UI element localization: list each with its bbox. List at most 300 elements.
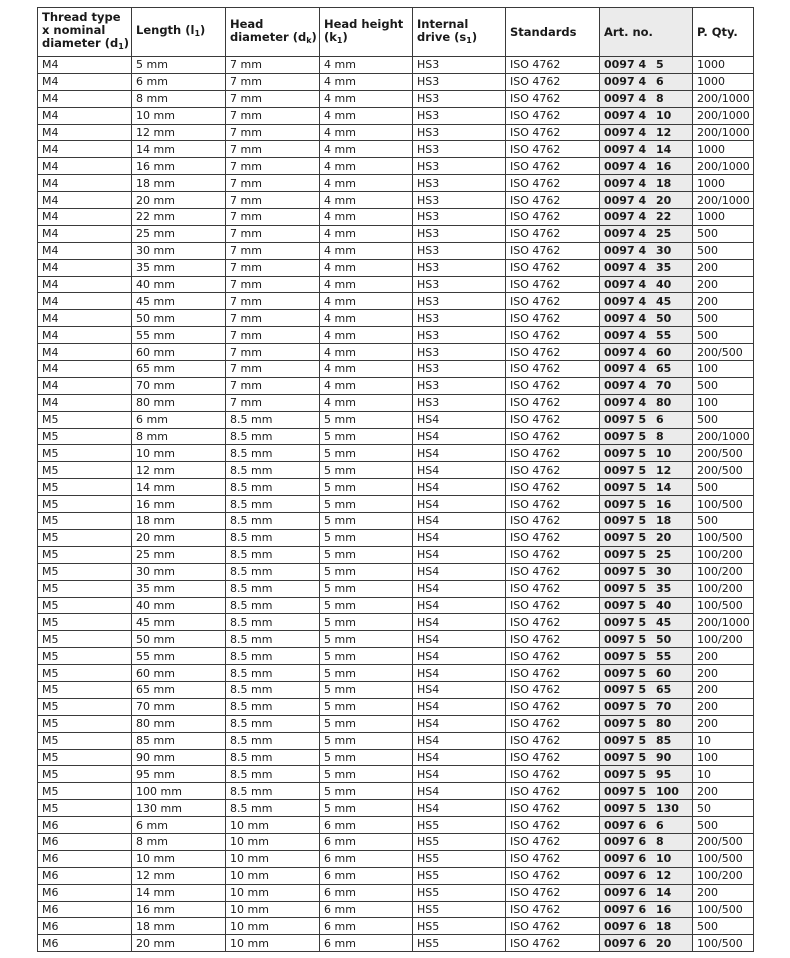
cell-package-qty: 500	[693, 918, 754, 935]
art-no-suffix: 25	[656, 227, 672, 241]
cell-head-diameter: 10 mm	[226, 918, 320, 935]
cell-art-no	[600, 749, 693, 766]
cell-thread-type: M4	[38, 293, 132, 310]
cell-length: 8 mm	[132, 90, 226, 107]
cell-art-no	[600, 614, 693, 631]
art-no-base: 0097 4	[604, 92, 647, 106]
cell-art-no	[600, 445, 693, 462]
table-row	[38, 327, 754, 344]
cell-standards: ISO 4762	[506, 158, 600, 175]
cell-internal-drive: HS5	[413, 817, 506, 834]
cell-length: 8 mm	[132, 833, 226, 850]
table-row	[38, 377, 754, 394]
art-no-suffix: 16	[656, 159, 672, 173]
art-no-base: 0097 6	[604, 835, 647, 849]
cell-internal-drive: HS3	[413, 225, 506, 242]
header-label: Internal drive (s	[417, 16, 469, 44]
cell-art-no	[600, 344, 693, 361]
art-no-base: 0097 5	[604, 497, 647, 511]
art-no-suffix: 12	[656, 126, 672, 139]
cell-standards: ISO 4762	[506, 935, 600, 952]
art-no-suffix: 35	[656, 582, 672, 596]
cell-length: 20 mm	[132, 529, 226, 546]
table-row	[38, 428, 754, 445]
art-no-suffix: 16	[656, 497, 672, 511]
art-no-suffix: 80	[656, 396, 672, 410]
cell-internal-drive: HS4	[413, 529, 506, 546]
cell-length: 16 mm	[132, 901, 226, 918]
art-no-suffix: 14	[656, 480, 672, 494]
cell-length: 30 mm	[132, 242, 226, 259]
art-no-base: 0097 5	[604, 565, 647, 579]
cell-art-no	[600, 867, 693, 884]
cell-head-diameter: 8.5 mm	[226, 766, 320, 783]
cell-head-diameter: 8.5 mm	[226, 411, 320, 428]
cell-art-no	[600, 597, 693, 614]
cell-package-qty: 200	[693, 681, 754, 698]
cell-length: 60 mm	[132, 344, 226, 361]
cell-internal-drive: HS4	[413, 428, 506, 445]
cell-head-diameter: 10 mm	[226, 867, 320, 884]
cell-head-height: 4 mm	[320, 361, 413, 378]
cell-standards: ISO 4762	[506, 225, 600, 242]
art-no-base: 0097 5	[604, 683, 647, 697]
cell-standards: ISO 4762	[506, 749, 600, 766]
art-no-base: 0097 4	[604, 58, 647, 72]
cell-length: 80 mm	[132, 394, 226, 411]
cell-head-height: 6 mm	[320, 833, 413, 850]
cell-standards: ISO 4762	[506, 192, 600, 209]
cell-length: 14 mm	[132, 141, 226, 158]
cell-internal-drive: HS3	[413, 242, 506, 259]
cell-package-qty: 200	[693, 884, 754, 901]
cell-thread-type: M5	[38, 445, 132, 462]
cell-head-diameter: 8.5 mm	[226, 513, 320, 530]
cell-internal-drive: HS4	[413, 563, 506, 580]
cell-length: 12 mm	[132, 462, 226, 479]
cell-head-height: 5 mm	[320, 732, 413, 749]
art-no-base: 0097 6	[604, 818, 647, 832]
cell-art-no	[600, 209, 693, 226]
cell-standards: ISO 4762	[506, 732, 600, 749]
cell-head-height: 6 mm	[320, 867, 413, 884]
art-no-suffix: 95	[656, 767, 672, 781]
cell-internal-drive: HS4	[413, 665, 506, 682]
cell-standards: ISO 4762	[506, 766, 600, 783]
cell-package-qty: 200	[693, 648, 754, 665]
cell-length: 5 mm	[132, 57, 226, 74]
table-body	[38, 57, 754, 952]
cell-standards: ISO 4762	[506, 850, 600, 867]
table-row	[38, 850, 754, 867]
cell-art-no	[600, 665, 693, 682]
cell-art-no	[600, 935, 693, 952]
header-tail: )	[342, 29, 348, 44]
cell-length: 45 mm	[132, 293, 226, 310]
cell-standards: ISO 4762	[506, 242, 600, 259]
cell-head-height: 4 mm	[320, 141, 413, 158]
cell-art-no	[600, 884, 693, 901]
art-no-base: 0097 4	[604, 142, 647, 156]
cell-package-qty: 50	[693, 800, 754, 817]
art-no-suffix: 10	[656, 109, 672, 123]
art-no-base: 0097 4	[604, 362, 647, 376]
cell-head-height: 5 mm	[320, 529, 413, 546]
cell-standards: ISO 4762	[506, 631, 600, 648]
cell-head-height: 4 mm	[320, 192, 413, 209]
cell-head-height: 6 mm	[320, 884, 413, 901]
table-row	[38, 462, 754, 479]
cell-head-height: 5 mm	[320, 580, 413, 597]
cell-internal-drive: HS3	[413, 394, 506, 411]
art-no-base: 0097 5	[604, 531, 647, 545]
cell-thread-type: M6	[38, 867, 132, 884]
cell-standards: ISO 4762	[506, 681, 600, 698]
art-no-base: 0097 6	[604, 869, 647, 883]
cell-standards: ISO 4762	[506, 445, 600, 462]
cell-head-diameter: 7 mm	[226, 361, 320, 378]
cell-head-height: 5 mm	[320, 783, 413, 800]
header-label: P. Qty.	[697, 24, 738, 39]
art-no-base: 0097 4	[604, 109, 647, 123]
cell-package-qty: 500	[693, 310, 754, 327]
cell-length: 14 mm	[132, 479, 226, 496]
cell-art-no	[600, 293, 693, 310]
cell-head-diameter: 7 mm	[226, 124, 320, 141]
art-no-base: 0097 5	[604, 750, 647, 764]
cell-package-qty: 200/1000	[693, 90, 754, 107]
header-subscript: 1	[336, 35, 343, 45]
cell-length: 55 mm	[132, 327, 226, 344]
art-no-suffix: 25	[656, 548, 672, 562]
cell-art-no	[600, 107, 693, 124]
cell-package-qty: 200/500	[693, 344, 754, 361]
cell-thread-type: M4	[38, 175, 132, 192]
cell-internal-drive: HS3	[413, 259, 506, 276]
cell-thread-type: M5	[38, 681, 132, 698]
cell-head-height: 6 mm	[320, 918, 413, 935]
header-tail: )	[200, 23, 206, 37]
cell-internal-drive: HS4	[413, 783, 506, 800]
art-no-base: 0097 4	[604, 244, 647, 258]
cell-package-qty: 200	[693, 259, 754, 276]
cell-standards: ISO 4762	[506, 361, 600, 378]
cell-length: 45 mm	[132, 614, 226, 631]
cell-length: 18 mm	[132, 513, 226, 530]
cell-standards: ISO 4762	[506, 884, 600, 901]
cell-standards: ISO 4762	[506, 698, 600, 715]
header-head-height	[320, 8, 413, 57]
cell-package-qty: 500	[693, 411, 754, 428]
art-no-base: 0097 5	[604, 734, 647, 748]
cell-internal-drive: HS5	[413, 935, 506, 952]
cell-length: 65 mm	[132, 361, 226, 378]
cell-art-no	[600, 631, 693, 648]
cell-art-no	[600, 361, 693, 378]
cell-thread-type: M5	[38, 783, 132, 800]
cell-art-no	[600, 242, 693, 259]
art-no-suffix: 60	[656, 345, 672, 359]
cell-head-height: 4 mm	[320, 310, 413, 327]
cell-head-diameter: 10 mm	[226, 850, 320, 867]
table-row	[38, 310, 754, 327]
cell-standards: ISO 4762	[506, 209, 600, 226]
cell-standards: ISO 4762	[506, 327, 600, 344]
cell-internal-drive: HS4	[413, 479, 506, 496]
art-no-suffix: 30	[656, 565, 672, 579]
cell-head-diameter: 7 mm	[226, 158, 320, 175]
cell-art-no	[600, 800, 693, 817]
cell-thread-type: M5	[38, 648, 132, 665]
header-art-no	[600, 8, 693, 57]
table-row	[38, 479, 754, 496]
art-no-base: 0097 5	[604, 446, 647, 460]
cell-head-diameter: 10 mm	[226, 817, 320, 834]
art-no-suffix: 60	[656, 666, 672, 680]
art-no-suffix: 30	[656, 244, 672, 258]
cell-art-no	[600, 327, 693, 344]
cell-standards: ISO 4762	[506, 715, 600, 732]
cell-art-no	[600, 513, 693, 530]
cell-length: 100 mm	[132, 783, 226, 800]
cell-internal-drive: HS4	[413, 496, 506, 513]
cell-internal-drive: HS3	[413, 107, 506, 124]
cell-head-diameter: 7 mm	[226, 57, 320, 74]
cell-internal-drive: HS3	[413, 73, 506, 90]
art-no-base: 0097 4	[604, 311, 647, 325]
cell-standards: ISO 4762	[506, 563, 600, 580]
art-no-suffix: 70	[656, 379, 672, 393]
table-row	[38, 107, 754, 124]
cell-length: 80 mm	[132, 715, 226, 732]
cell-head-height: 5 mm	[320, 698, 413, 715]
cell-standards: ISO 4762	[506, 783, 600, 800]
cell-head-height: 5 mm	[320, 496, 413, 513]
cell-head-diameter: 7 mm	[226, 276, 320, 293]
cell-length: 65 mm	[132, 681, 226, 698]
art-no-base: 0097 5	[604, 767, 647, 781]
cell-head-diameter: 7 mm	[226, 225, 320, 242]
cell-standards: ISO 4762	[506, 867, 600, 884]
cell-length: 85 mm	[132, 732, 226, 749]
cell-art-no	[600, 698, 693, 715]
cell-head-height: 4 mm	[320, 57, 413, 74]
cell-length: 30 mm	[132, 563, 226, 580]
cell-internal-drive: HS4	[413, 546, 506, 563]
cell-head-height: 4 mm	[320, 293, 413, 310]
art-no-base: 0097 4	[604, 193, 647, 207]
cell-thread-type: M4	[38, 361, 132, 378]
art-no-base: 0097 5	[604, 514, 647, 528]
cell-standards: ISO 4762	[506, 141, 600, 158]
art-no-suffix: 80	[656, 717, 672, 731]
header-tail: )	[123, 36, 130, 50]
cell-standards: ISO 4762	[506, 665, 600, 682]
art-no-base: 0097 6	[604, 886, 647, 900]
header-label: Length (l	[136, 23, 195, 37]
art-no-base: 0097 5	[604, 582, 647, 596]
table-row	[38, 884, 754, 901]
art-no-suffix: 10	[656, 446, 672, 460]
cell-head-diameter: 7 mm	[226, 209, 320, 226]
cell-thread-type: M4	[38, 107, 132, 124]
art-no-base: 0097 4	[604, 176, 647, 190]
cell-thread-type: M6	[38, 817, 132, 834]
cell-length: 95 mm	[132, 766, 226, 783]
cell-head-diameter: 8.5 mm	[226, 648, 320, 665]
cell-thread-type: M5	[38, 428, 132, 445]
cell-package-qty: 100	[693, 749, 754, 766]
art-no-base: 0097 6	[604, 852, 647, 866]
art-no-suffix: 65	[656, 362, 672, 376]
art-no-suffix: 6	[656, 413, 664, 427]
cell-art-no	[600, 783, 693, 800]
cell-thread-type: M5	[38, 597, 132, 614]
table-row	[38, 141, 754, 158]
cell-internal-drive: HS3	[413, 57, 506, 74]
table-row	[38, 732, 754, 749]
cell-package-qty: 100/200	[693, 546, 754, 563]
table-row	[38, 783, 754, 800]
cell-package-qty: 200/1000	[693, 107, 754, 124]
table-row	[38, 259, 754, 276]
cell-head-height: 4 mm	[320, 344, 413, 361]
cell-head-height: 4 mm	[320, 158, 413, 175]
cell-internal-drive: HS4	[413, 462, 506, 479]
cell-standards: ISO 4762	[506, 580, 600, 597]
cell-art-no	[600, 158, 693, 175]
cell-art-no	[600, 57, 693, 74]
cell-package-qty: 500	[693, 479, 754, 496]
cell-thread-type: M4	[38, 192, 132, 209]
header-row	[38, 8, 754, 57]
cell-length: 25 mm	[132, 546, 226, 563]
cell-length: 130 mm	[132, 800, 226, 817]
cell-head-diameter: 8.5 mm	[226, 496, 320, 513]
cell-standards: ISO 4762	[506, 310, 600, 327]
cell-thread-type: M6	[38, 935, 132, 952]
cell-standards: ISO 4762	[506, 901, 600, 918]
table-row	[38, 614, 754, 631]
cell-head-diameter: 7 mm	[226, 327, 320, 344]
cell-standards: ISO 4762	[506, 57, 600, 74]
cell-thread-type: M6	[38, 833, 132, 850]
header-label: Art. no.	[604, 24, 653, 39]
table-row	[38, 344, 754, 361]
cell-thread-type: M4	[38, 276, 132, 293]
cell-head-diameter: 8.5 mm	[226, 715, 320, 732]
table-row	[38, 563, 754, 580]
art-no-base: 0097 4	[604, 396, 647, 410]
header-package-qty	[693, 8, 754, 57]
cell-art-no	[600, 276, 693, 293]
cell-head-diameter: 7 mm	[226, 259, 320, 276]
art-no-suffix: 8	[656, 430, 664, 444]
cell-internal-drive: HS3	[413, 377, 506, 394]
header-internal-drive	[413, 8, 506, 57]
table-row	[38, 817, 754, 834]
table-row	[38, 918, 754, 935]
art-no-suffix: 85	[656, 734, 672, 748]
table-row	[38, 209, 754, 226]
header-head-diameter	[226, 8, 320, 57]
header-label: Thread type x nominal diameter (d	[42, 10, 121, 50]
cell-art-no	[600, 580, 693, 597]
table-row	[38, 597, 754, 614]
cell-length: 70 mm	[132, 698, 226, 715]
cell-length: 35 mm	[132, 259, 226, 276]
table-row	[38, 225, 754, 242]
cell-thread-type: M5	[38, 766, 132, 783]
art-no-suffix: 100	[656, 784, 679, 798]
cell-art-no	[600, 90, 693, 107]
cell-standards: ISO 4762	[506, 496, 600, 513]
art-no-suffix: 22	[656, 210, 672, 224]
cell-thread-type: M4	[38, 344, 132, 361]
cell-head-height: 4 mm	[320, 175, 413, 192]
cell-head-diameter: 8.5 mm	[226, 665, 320, 682]
art-no-suffix: 14	[656, 142, 672, 156]
cell-internal-drive: HS3	[413, 124, 506, 141]
cell-standards: ISO 4762	[506, 276, 600, 293]
cell-package-qty: 1000	[693, 209, 754, 226]
art-no-base: 0097 4	[604, 345, 647, 359]
cell-package-qty: 1000	[693, 175, 754, 192]
cell-art-no	[600, 428, 693, 445]
cell-length: 60 mm	[132, 665, 226, 682]
cell-length: 10 mm	[132, 107, 226, 124]
cell-internal-drive: HS3	[413, 90, 506, 107]
cell-art-no	[600, 648, 693, 665]
cell-art-no	[600, 377, 693, 394]
cell-art-no	[600, 479, 693, 496]
cell-package-qty: 200/1000	[693, 614, 754, 631]
art-no-base: 0097 5	[604, 649, 647, 663]
cell-standards: ISO 4762	[506, 833, 600, 850]
cell-head-diameter: 7 mm	[226, 107, 320, 124]
table-row	[38, 394, 754, 411]
cell-thread-type: M5	[38, 715, 132, 732]
art-no-suffix: 40	[656, 278, 672, 292]
cell-head-diameter: 8.5 mm	[226, 681, 320, 698]
cell-thread-type: M5	[38, 698, 132, 715]
cell-head-diameter: 10 mm	[226, 935, 320, 952]
cell-thread-type: M4	[38, 394, 132, 411]
cell-internal-drive: HS5	[413, 850, 506, 867]
cell-internal-drive: HS4	[413, 681, 506, 698]
cell-internal-drive: HS5	[413, 867, 506, 884]
cell-head-height: 4 mm	[320, 259, 413, 276]
table-row	[38, 411, 754, 428]
cell-art-no	[600, 833, 693, 850]
cell-standards: ISO 4762	[506, 411, 600, 428]
cell-standards: ISO 4762	[506, 918, 600, 935]
cell-package-qty: 500	[693, 225, 754, 242]
cell-thread-type: M5	[38, 411, 132, 428]
cell-head-height: 4 mm	[320, 124, 413, 141]
table-row	[38, 496, 754, 513]
cell-thread-type: M5	[38, 665, 132, 682]
cell-length: 55 mm	[132, 648, 226, 665]
cell-head-height: 5 mm	[320, 648, 413, 665]
art-no-suffix: 20	[656, 193, 672, 207]
cell-standards: ISO 4762	[506, 344, 600, 361]
cell-art-no	[600, 715, 693, 732]
cell-length: 10 mm	[132, 445, 226, 462]
cell-internal-drive: HS4	[413, 732, 506, 749]
cell-head-diameter: 8.5 mm	[226, 546, 320, 563]
art-no-base: 0097 5	[604, 548, 647, 562]
